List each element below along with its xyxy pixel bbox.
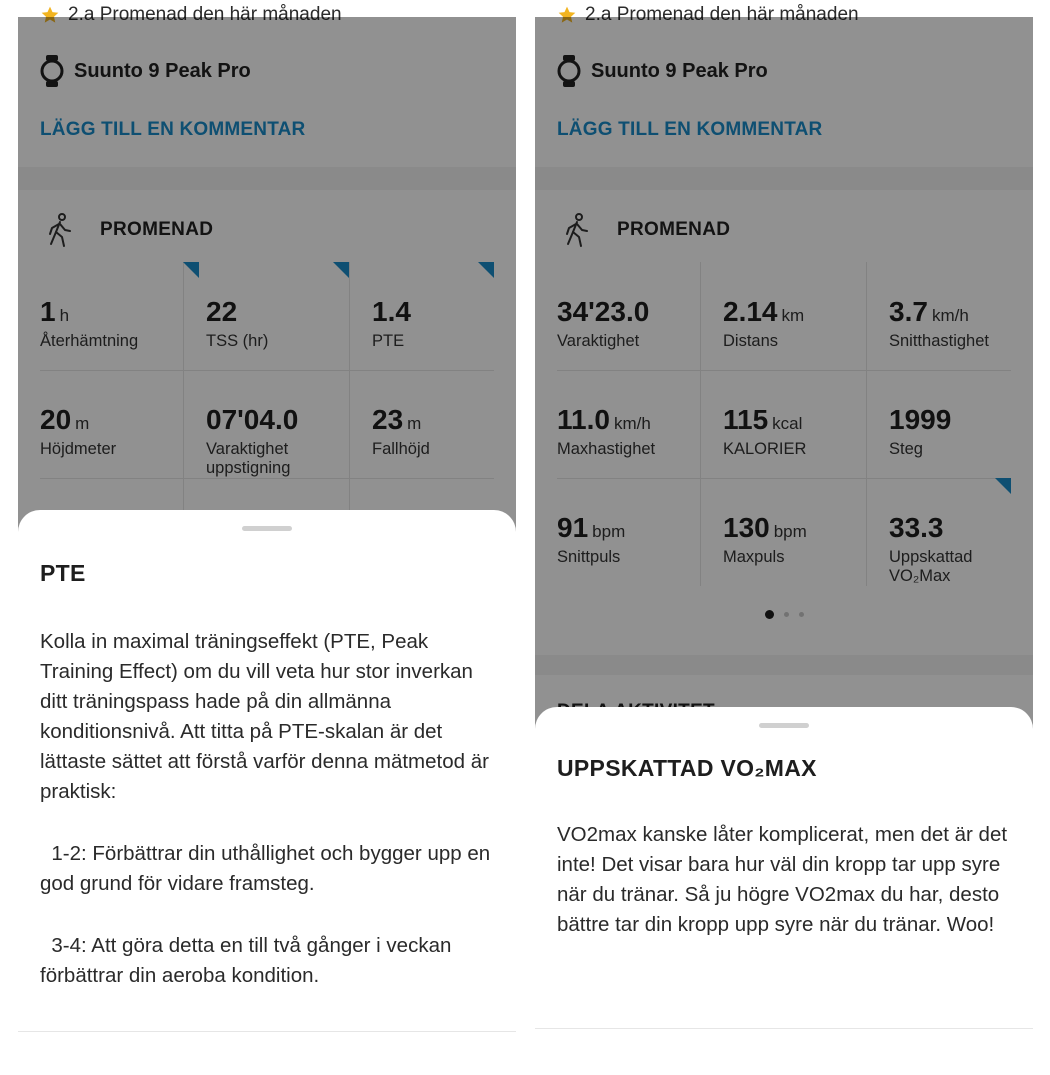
activity-title: PROMENAD — [100, 219, 214, 240]
stat-label: Distans — [723, 332, 779, 350]
stat-label: Uppskattad VO₂Max — [889, 548, 973, 585]
divider — [18, 1031, 516, 1032]
stat-label: Maxhastighet — [557, 440, 656, 458]
sheet-paragraph: VO2max kanske låter komplicerat, men det är det inte! Det visar bara hur väl din kropp tar upp syre när du tränar. Så ju högre VO2max du har, desto bättre tar din kropp upp syre när du tränar. Woo! — [557, 823, 1008, 936]
stat-value: 2.14 — [723, 296, 778, 327]
stat-unit: h — [59, 306, 70, 325]
sheet-drag-handle[interactable] — [759, 723, 809, 728]
stat-label: KALORIER — [723, 440, 807, 458]
stat-value: 11.0 — [557, 404, 610, 435]
add-comment-link[interactable]: LÄGG TILL EN KOMMENTAR — [557, 119, 823, 140]
stat-unit: m — [75, 414, 90, 433]
stat-value: 115 — [723, 404, 769, 435]
stat-value: 23 — [372, 404, 404, 435]
sheet-paragraph: Kolla in maximal träningseffekt (PTE, Peak Training Effect) om du vill veta hur stor inverkan ditt träningspass hade på din allmänna konditionsnivå. Att titta på PTE-skalan är det lättaste sättet att förstå varför denna mätmetod är praktisk: — [40, 630, 489, 803]
stat-unit: km/h — [931, 306, 969, 325]
stat-unit: km/h — [613, 414, 651, 433]
stat-label: Snitthastighet — [889, 332, 989, 350]
achievement-text: 2.a Promenad den här månaden — [68, 4, 342, 25]
stat-value: 3.7 — [889, 296, 928, 327]
sheet-body — [557, 820, 1015, 972]
sheet-paragraph: 3-4: Att göra detta en till två gånger i veckan förbättrar din aeroba kondition. — [40, 934, 452, 987]
stat-value: 1.4 — [372, 296, 411, 327]
sheet-paragraph: 1-2: Förbättrar din uthållighet och bygger upp en god grund för vidare framsteg. — [40, 842, 491, 895]
stat-label: Snittpuls — [557, 548, 621, 566]
stat-value: 20 — [40, 404, 72, 435]
activity-screen-left — [18, 4, 516, 1032]
stat-label: Maxpuls — [723, 548, 785, 566]
stat-label: PTE — [372, 332, 405, 350]
stat-label: TSS (hr) — [206, 332, 269, 350]
achievement-text: 2.a Promenad den här månaden — [585, 4, 859, 25]
sheet-drag-handle[interactable] — [242, 526, 292, 531]
info-bottom-sheet — [18, 510, 516, 1050]
stat-label: Steg — [889, 440, 923, 458]
stat-value: 34'23.0 — [557, 296, 650, 327]
stat-value: 33.3 — [889, 512, 944, 543]
device-name: Suunto 9 Peak Pro — [591, 59, 768, 82]
stat-value: 130 — [723, 512, 770, 543]
activity-screen-right — [535, 4, 1033, 1032]
stat-value: 1999 — [889, 404, 952, 435]
stat-unit: bpm — [773, 522, 807, 541]
stat-value: 91 — [557, 512, 589, 543]
stat-value: 1 — [40, 296, 56, 327]
stat-label: Varaktighet — [557, 332, 640, 350]
stat-value: 22 — [206, 296, 238, 327]
add-comment-link[interactable]: LÄGG TILL EN KOMMENTAR — [40, 119, 306, 140]
sheet-title: PTE — [40, 560, 86, 586]
stat-label: Återhämtning — [40, 332, 139, 350]
stat-unit: m — [407, 414, 422, 433]
stat-unit: kcal — [772, 414, 803, 433]
stat-unit: bpm — [592, 522, 626, 541]
device-name: Suunto 9 Peak Pro — [74, 59, 251, 82]
divider — [535, 1028, 1033, 1029]
stat-label: Höjdmeter — [40, 440, 117, 458]
stat-value: 07'04.0 — [206, 404, 299, 435]
stat-unit: km — [781, 306, 805, 325]
info-bottom-sheet — [535, 707, 1033, 1047]
sheet-title: UPPSKATTAD VO₂MAX — [557, 755, 817, 781]
sheet-body — [40, 627, 498, 1023]
stat-label: Varaktighet uppstigning — [206, 440, 291, 477]
stat-label: Fallhöjd — [372, 440, 430, 458]
activity-title: PROMENAD — [617, 219, 731, 240]
